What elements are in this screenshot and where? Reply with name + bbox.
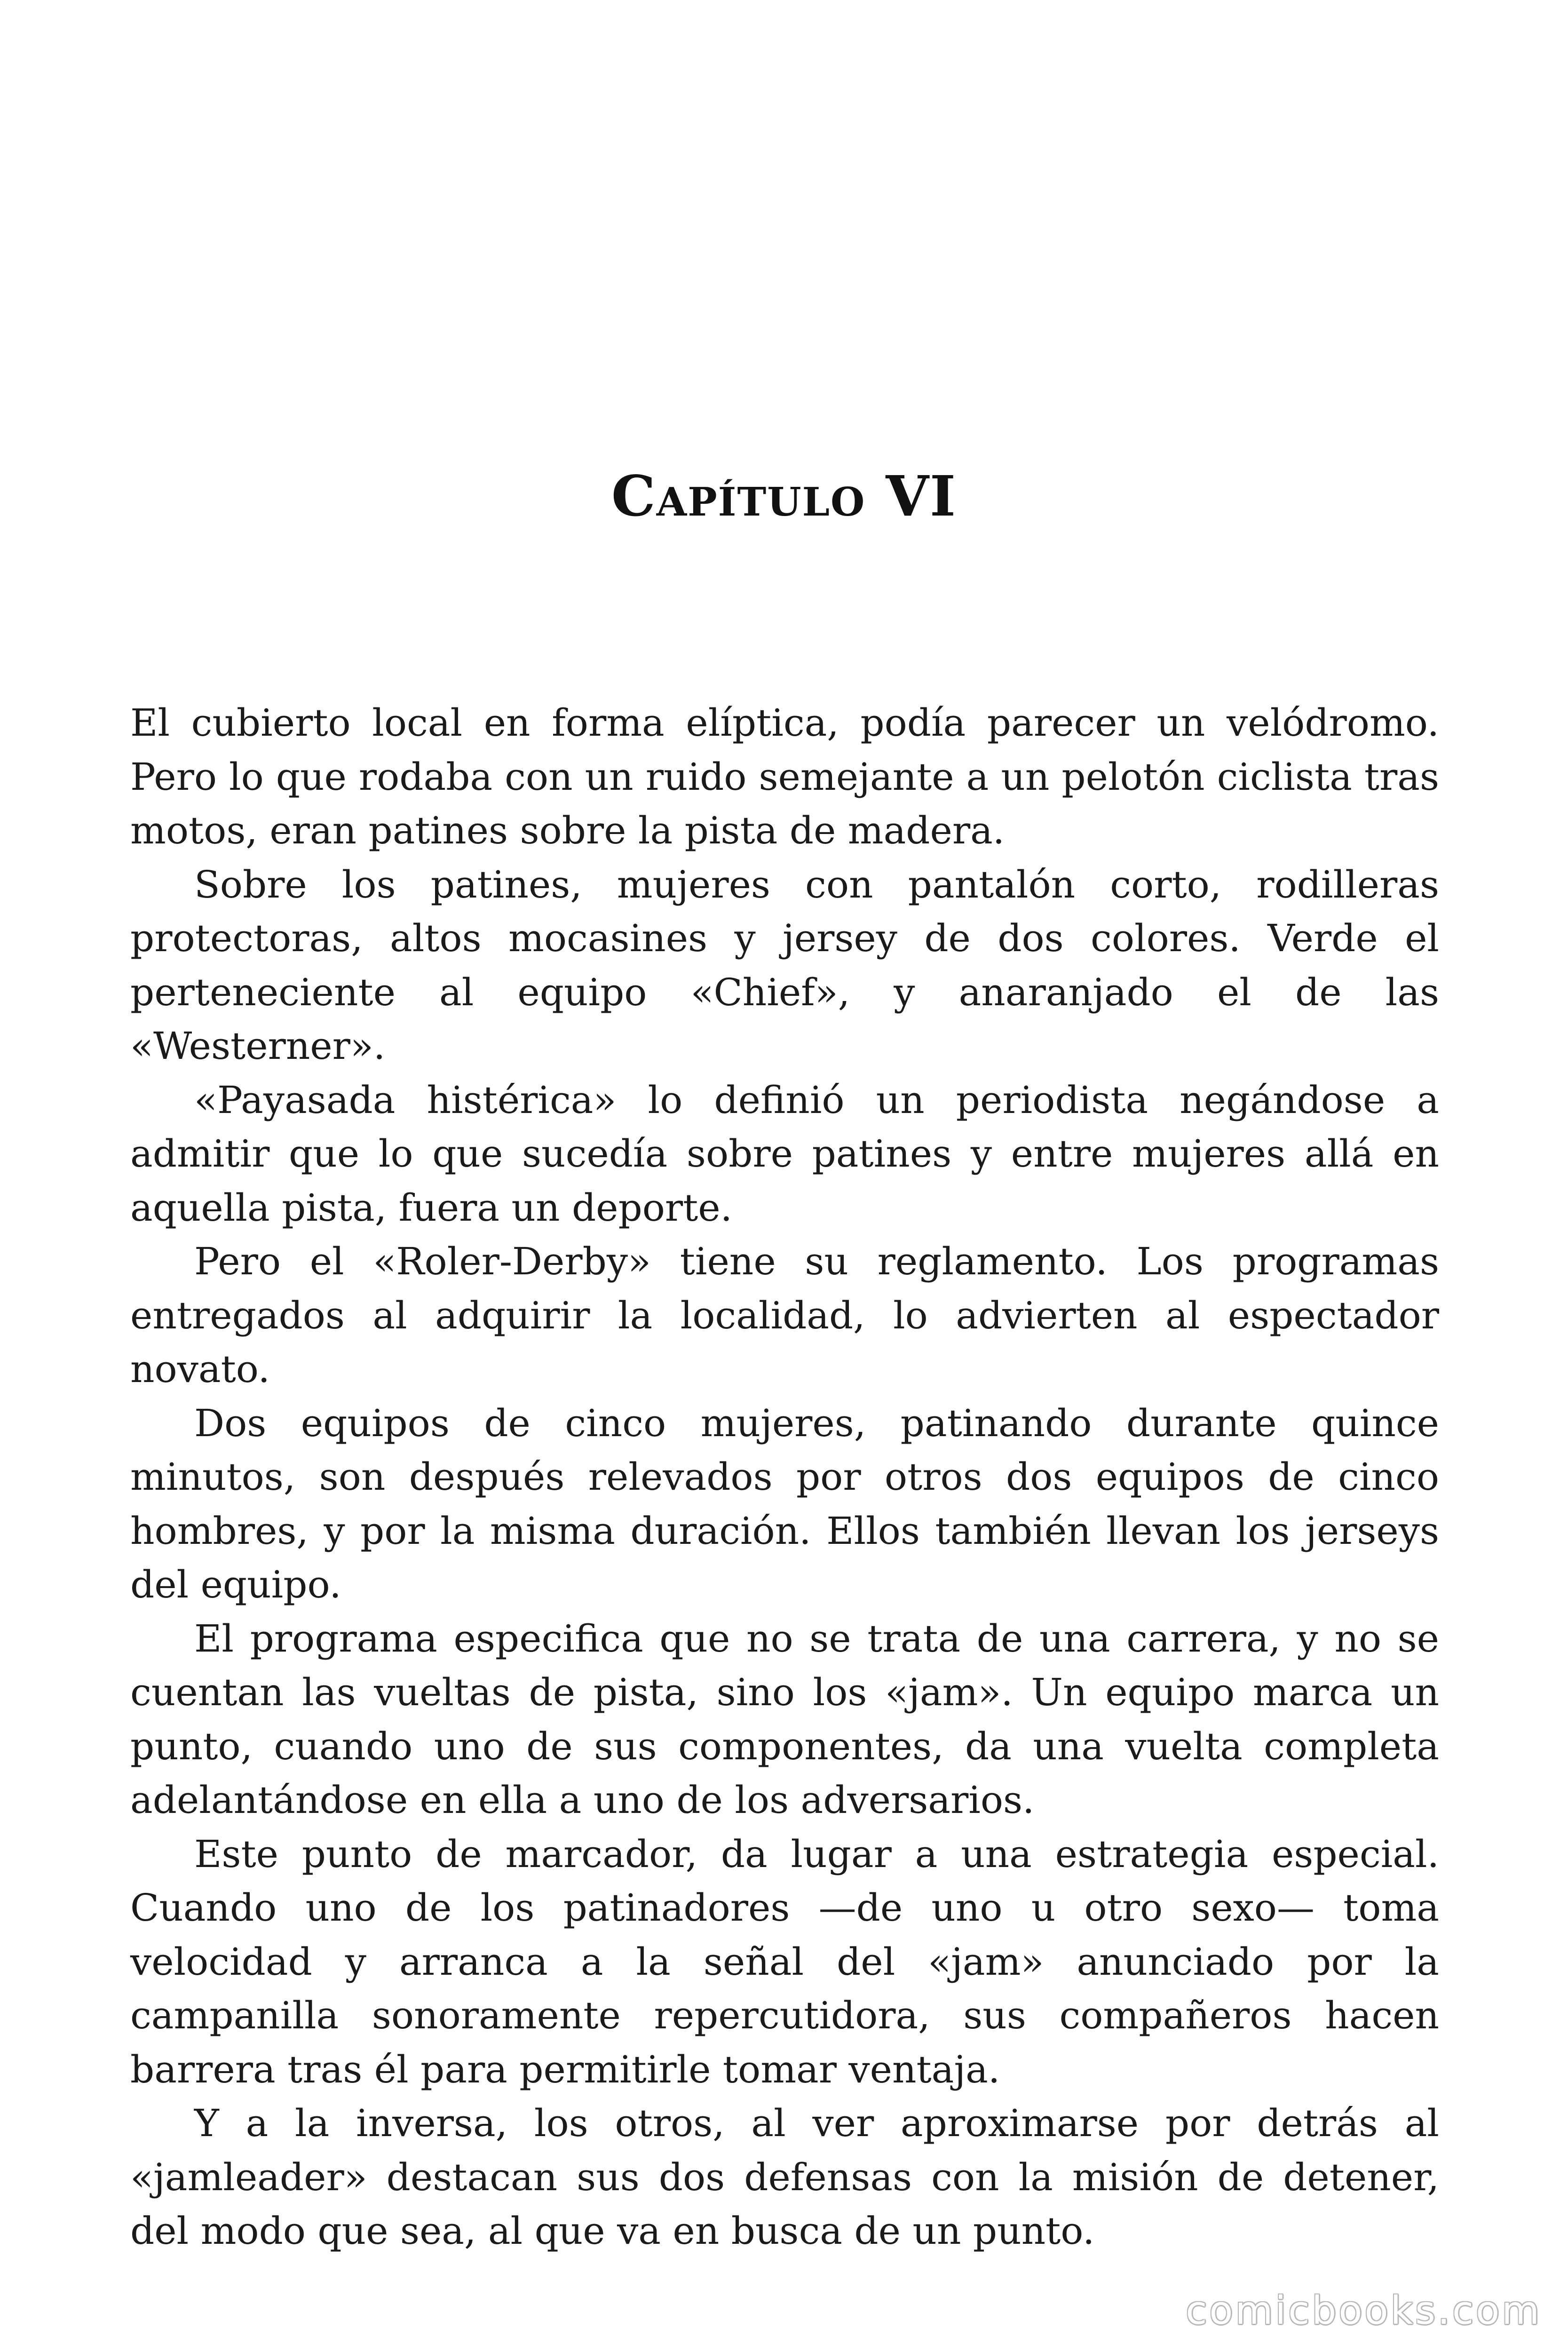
- paragraph: Y a la inversa, los otros, al ver aproximarse por detrás al «jamleader» destacan sus dos defensas con la misión de detener, del modo que sea, al que va en busca de un punto.: [130, 2101, 1439, 2253]
- paragraph: Pero el «Roler-Derby» tiene su reglamento. Los programas entregados al adquirir la localidad, lo advierten al espectador novato.: [130, 1240, 1439, 1391]
- paragraph: Sobre los patines, mujeres con pantalón corto, rodilleras protectoras, altos mocasines y jersey de dos colores. Verde el perteneciente al equipo «Chief», y anaranjado el de las «Westerner».: [130, 862, 1439, 1068]
- paragraph: Este punto de marcador, da lugar a una estrategia especial. Cuando uno de los patinadores —de uno u otro sexo— toma velocidad y arranca a la señal del «jam» anunciado por la campanilla sonoramente repercutidora, sus compañeros hacen barrera tras él para permitirle tomar ventaja.: [130, 1832, 1439, 2091]
- watermark: comicbooks.com: [1186, 2288, 1542, 2333]
- chapter-title: Capítulo VI: [611, 463, 957, 529]
- chapter-body: [130, 696, 1439, 2258]
- paragraph: El programa especifica que no se trata de una carrera, y no se cuentan las vueltas de pista, sino los «jam». Un equipo marca un punto, cuando uno de sus componentes, da una vuelta completa adelantándose en ella a uno de los adversarios.: [130, 1616, 1439, 1822]
- paragraph: «Payasada histérica» lo definió un periodista negándose a admitir que lo que sucedía sobre patines y entre mujeres allá en aquella pista, fuera un deporte.: [130, 1078, 1439, 1230]
- paragraph: Dos equipos de cinco mujeres, patinando durante quince minutos, son después relevados por otros dos equipos de cinco hombres, y por la misma duración. Ellos también llevan los jerseys del equipo.: [130, 1401, 1439, 1606]
- paragraph: El cubierto local en forma elíptica, podía parecer un velódromo. Pero lo que rodaba con un ruido semejante a un pelotón ciclista tras motos, eran patines sobre la pista de madera.: [130, 701, 1439, 852]
